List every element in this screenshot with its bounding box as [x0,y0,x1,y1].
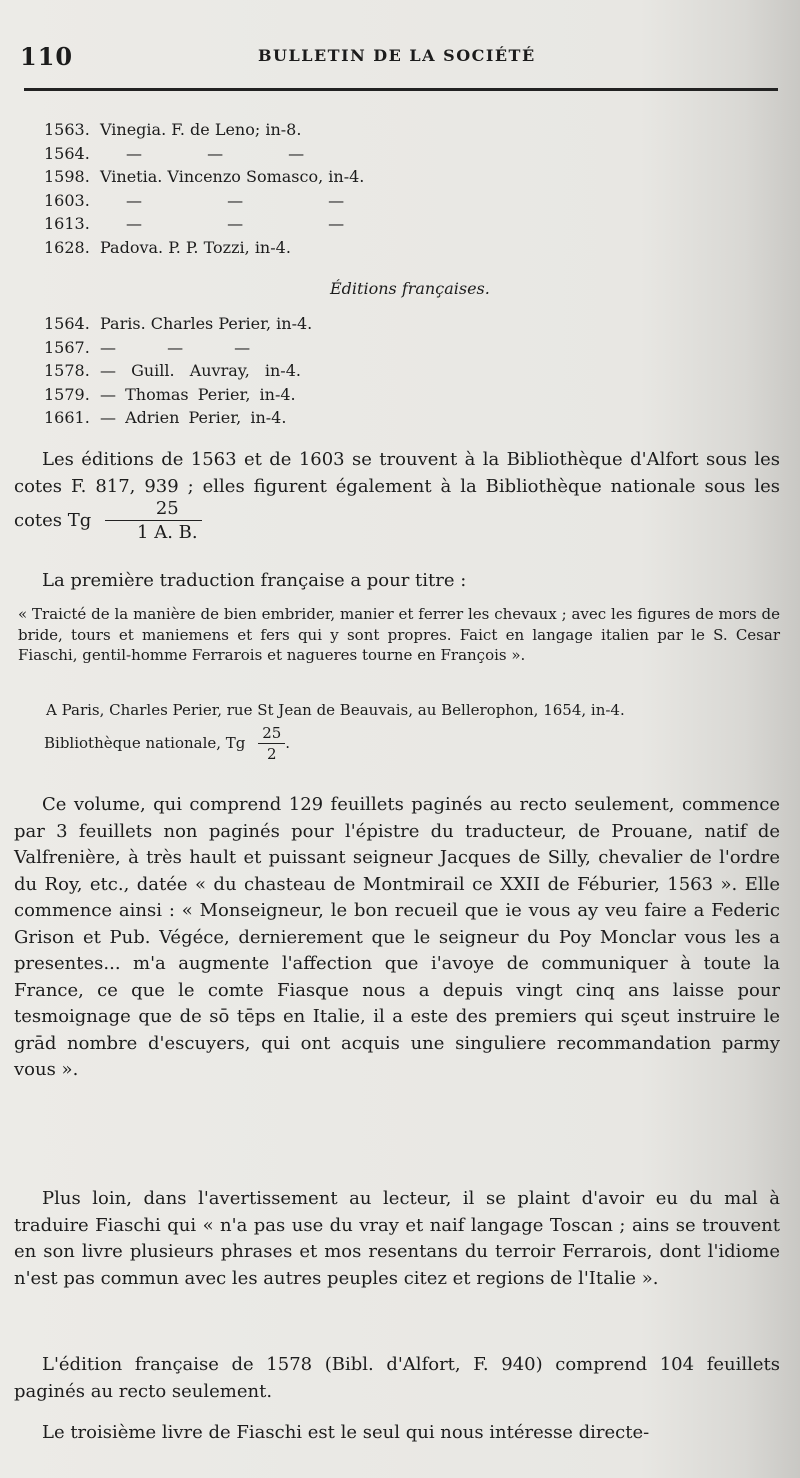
list-item: 1579. — Thomas Perier, in-4. [44,384,296,404]
list-item: 1564. — — — [44,143,305,163]
italian-editions-list [44,118,370,259]
list-item: 1613. — — — [44,214,345,233]
running-head: BULLETIN DE LA SOCIÉTÉ [258,46,536,65]
list-item: 1563. Vinegia. F. de Leno; in-8. [44,120,302,139]
section-title: Éditions françaises. [330,279,490,298]
list-item: 1578. — Guill. Auvray, in-4. [44,361,301,380]
page-number: 110 [20,42,74,71]
publication-line: A Paris, Charles Perier, rue St Jean de Beauvais, au Bellerophon, 1654, in-4. [46,701,625,719]
french-editions-list [44,312,312,430]
page-header [18,38,778,78]
paragraph-avertissement: Plus loin, dans l'avertissement au lecteur, il se plaint d'avoir eu du mal à traduire Fiaschi qui « n'a pas use du vray et naif langage Toscan ; ains se trouvent en son livre plusieurs phrases et mos resentans du terroir Ferrarois, dont l'idiome n'est pas commun avec les autres peuples citez et regions de l'Italie ». [14,1188,780,1289]
quoted-title: « Traicté de la manière de bien embrider, manier et ferrer les chevaux ; avec les figures de mors de bride, tours et maniemens et fers qui y sont propres. Faict en langage italien par le S. Cesar Fiaschi, gentil-homme Ferrarois et nagueres tourne en François ». [18,605,780,664]
list-item: 1603. — — — [44,190,345,210]
list-item: 1564. Paris. Charles Perier, in-4. [44,314,313,333]
paragraph-troisieme-livre: Le troisième livre de Fiaschi est le seul qui nous intéresse directe- [42,1422,650,1443]
list-item: 1628. Padova. P. P. Tozzi, in-4. [44,237,291,257]
paragraph-edition-1578: L'édition française de 1578 (Bibl. d'Alfort, F. 940) comprend 104 feuillets paginés au recto seulement. [14,1354,780,1402]
fraction-cote-1: $\frac{25}{1 A. B.}$ [105,500,202,542]
fraction-cote-2: $\frac{25}{2}$ [258,726,285,762]
paragraph-titre: La première traduction française a pour titre : [42,570,467,591]
paragraph-cotes: Les éditions de 1563 et de 1603 se trouvent à la Bibliothèque d'Alfort sous les cotes F. 817, 939 ; elles figurent également à la Bibliothèque nationale sous les cotes Tg $\frac{25}{1 A. B.}$ [14,449,780,543]
list-item: 1661. — Adrien Perier, in-4. [44,408,287,427]
list-item: 1598. Vinetia. Vincenzo Somasco, in-4. [44,167,365,186]
paragraph-volume: Ce volume, qui comprend 129 feuillets paginés au recto seulement, commence par 3 feuillets non paginés pour l'épistre du traducteur, de Prouane, natif de Valfrenière, à très hault et puissant seigneur Jacques de Silly, chevalier de l'ordre du Roy, etc., datée « du chasteau de Montmirail ce XXII de Féburier, 1563 ». Elle commence ainsi : « Monseigneur, le bon recueil que ie vous ay veu faire a Federic Grison et Pub. Végéce, dernierement que le seigneur du Poy Monclar vous les a presentes... m'a augmente l'affection que i'avoye de communiquer à toute la France, ce que le comte Fiasque nous a depuis vingt cinq ans laisse pour tesmoignage que de sō tēps en Italie, il a este des premiers qui sçeut instruire le grād nombre d'escuyers, qui ont acquis une singuliere recommandation parmy vous ». [14,794,780,1080]
bn-cote-line: Bibliothèque nationale, Tg $\frac{25}{2}$ . [44,724,291,763]
list-item: 1567. — — — [44,337,251,357]
header-rule [24,88,778,91]
